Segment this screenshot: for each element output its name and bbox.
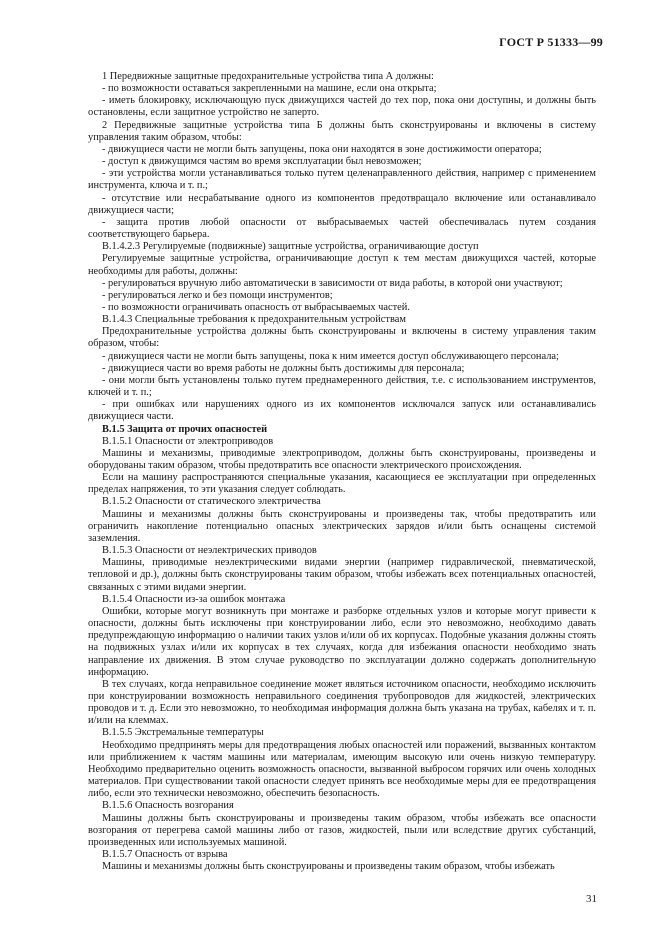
list-item: - по возможности ограничивать опасность от выбрасываемых частей. (102, 301, 410, 313)
paragraph: 2 Передвижные защитные устройства типа Б должны быть сконструированы и включены в систему управления таким образом, чтобы: (88, 119, 596, 143)
paragraph: Машины и механизмы должны быть сконструированы и произведены так, чтобы предотвратить или ограничить накопление потенциально опасных электрических зарядов и/или быть оснащены системой заземления. (88, 508, 596, 544)
paragraph: Регулируемые защитные устройства, ограничивающие доступ к тем местам движущихся частей, которые необходимы для работы, должны: (88, 253, 596, 277)
list-item: - регулироваться легко и без помощи инструментов; (102, 289, 333, 301)
list-item: - защита против любой опасности от выбрасываемых частей обеспечивалась путем создания соответствующего барьера. (88, 216, 596, 241)
paragraph: Машины, приводимые неэлектрическими видами энергии (например гидравлической, пневматической, тепловой и др.), должны быть сконструированы таким образом, чтобы избежать всех потенциальных опасностей, связанных с этими видами энергии. (88, 557, 596, 593)
list-item: - при ошибках или нарушениях одного из их компонентов исключался запуск или останавливались движущиеся части. (88, 399, 596, 423)
list-item: - эти устройства могли устанавливаться только путем целенаправленного действия, например с применением инструмента, ключа и т. п.; (88, 168, 596, 192)
paragraph: Предохранительные устройства должны быть сконструированы и включены в систему управления таким образом, чтобы: (88, 326, 596, 350)
section-heading: В.1.5.3 Опасности от неэлектрических приводов (102, 545, 317, 557)
document-body (88, 71, 596, 873)
list-item: - доступ к движущимся частям во время эксплуатации был невозможен; (102, 156, 422, 168)
paragraph: Машины должны быть сконструированы и произведены таким образом, чтобы избежать все опасности возгорания от перегрева самой машины либо от газов, жидкостей, пыли или вследствие других субстанций, произведенных или используемых машиной. (88, 812, 596, 848)
section-heading: В.1.5.6 Опасность возгорания (102, 800, 234, 812)
paragraph: В тех случаях, когда неправильное соединение может являться источником опасности, необходимо исключить при конструировании возможность неправильного соединения трубопроводов для жидкостей, электрических проводов и т. д. Если это невозможно, то необходимая информация должна быть указана на трубах, кабелях и т. п. и/или на клеммах. (88, 678, 596, 727)
paragraph: 1 Передвижные защитные предохранительные устройства типа А должны: (102, 71, 434, 82)
list-item: - движущиеся части не могли быть запущены, пока к ним имеется доступ обслуживающего персонала; (102, 350, 559, 362)
list-item: - по возможности оставаться закрепленными на машине, если она открыта; (102, 83, 437, 95)
section-heading: В.1.5.5 Экстремальные температуры (102, 727, 264, 739)
page-number: 31 (586, 893, 597, 905)
paragraph: Ошибки, которые могут возникнуть при монтаже и разборке отдельных узлов и которые могут привести к опасности, должны быть исключены при конструировании либо, если это невозможно, необходимо давать предупреждающую информацию о наличии таких узлов и/или об их корпусах. Подобные указания должны стоять на подвижных узлах и/или их корпусах в тех случаях, когда для избежания опасности необходимо знать направление их движения. В этом случае руководство по эксплуатации должно содержать дополнительную информацию. (88, 605, 596, 678)
section-heading: В.1.4.3 Специальные требования к предохранительным устройствам (102, 314, 406, 326)
section-heading: В.1.5.7 Опасность от взрыва (102, 849, 228, 860)
list-item: - отсутствие или несрабатывание одного из компонентов предотвращало включение или останавливало движущиеся части; (88, 192, 596, 216)
list-item: - движущиеся части не могли быть запущены, пока они находятся в зоне достижимости оператора; (102, 143, 542, 155)
list-item: - движущиеся части во время работы не должны быть достижимы для персонала; (102, 362, 465, 374)
section-heading: В.1.5.2 Опасности от статического электричества (102, 496, 321, 508)
list-item: - они могли быть установлены только путем преднамеренного действия, т.е. с использованием инструментов, ключей и т. п.; (88, 374, 596, 399)
section-heading: В.1.5.1 Опасности от электроприводов (102, 435, 274, 447)
paragraph: Машины и механизмы, приводимые электроприводом, должны быть сконструированы, произведены и оборудованы таким образом, чтобы предотвратить все опасности электрического происхождения. (88, 447, 596, 471)
standard-designation: ГОСТ Р 51333—99 (499, 35, 603, 49)
paragraph: Если на машину распространяются специальные указания, касающиеся ее эксплуатации при определенных пределах напряжения, то эти указания следует соблюдать. (88, 472, 596, 496)
paragraph: Машины и механизмы должны быть сконструированы и произведены таким образом, чтобы избежать (102, 861, 555, 873)
section-heading: В.1.5.4 Опасности из-за ошибок монтажа (102, 593, 286, 605)
paragraph: Необходимо предпринять меры для предотвращения любых опасностей или поражений, вызванных контактом или приближением к частям машины или материалам, имеющим высокую или очень низкую температуру. Необходимо предварительно оценить возможность опасности, вызванной выбросом горячих или очень холодных материалов. При существовании такой опасности следует принять все необходимые меры для ее предотвращения либо, если это технически невозможно, обеспечить безопасность. (88, 739, 596, 800)
section-heading-bold: В.1.5 Защита от прочих опасностей (102, 423, 268, 435)
list-item: - регулироваться вручную либо автоматически в зависимости от вида работы, в которой они участвуют; (102, 277, 563, 289)
list-item: - иметь блокировку, исключающую пуск движущихся частей до тех пор, пока они доступны, и должны быть остановлены, если защитное устройство не заперто. (88, 95, 596, 119)
section-heading: В.1.4.2.3 Регулируемые (подвижные) защитные устройства, ограничивающие доступ (102, 241, 479, 253)
